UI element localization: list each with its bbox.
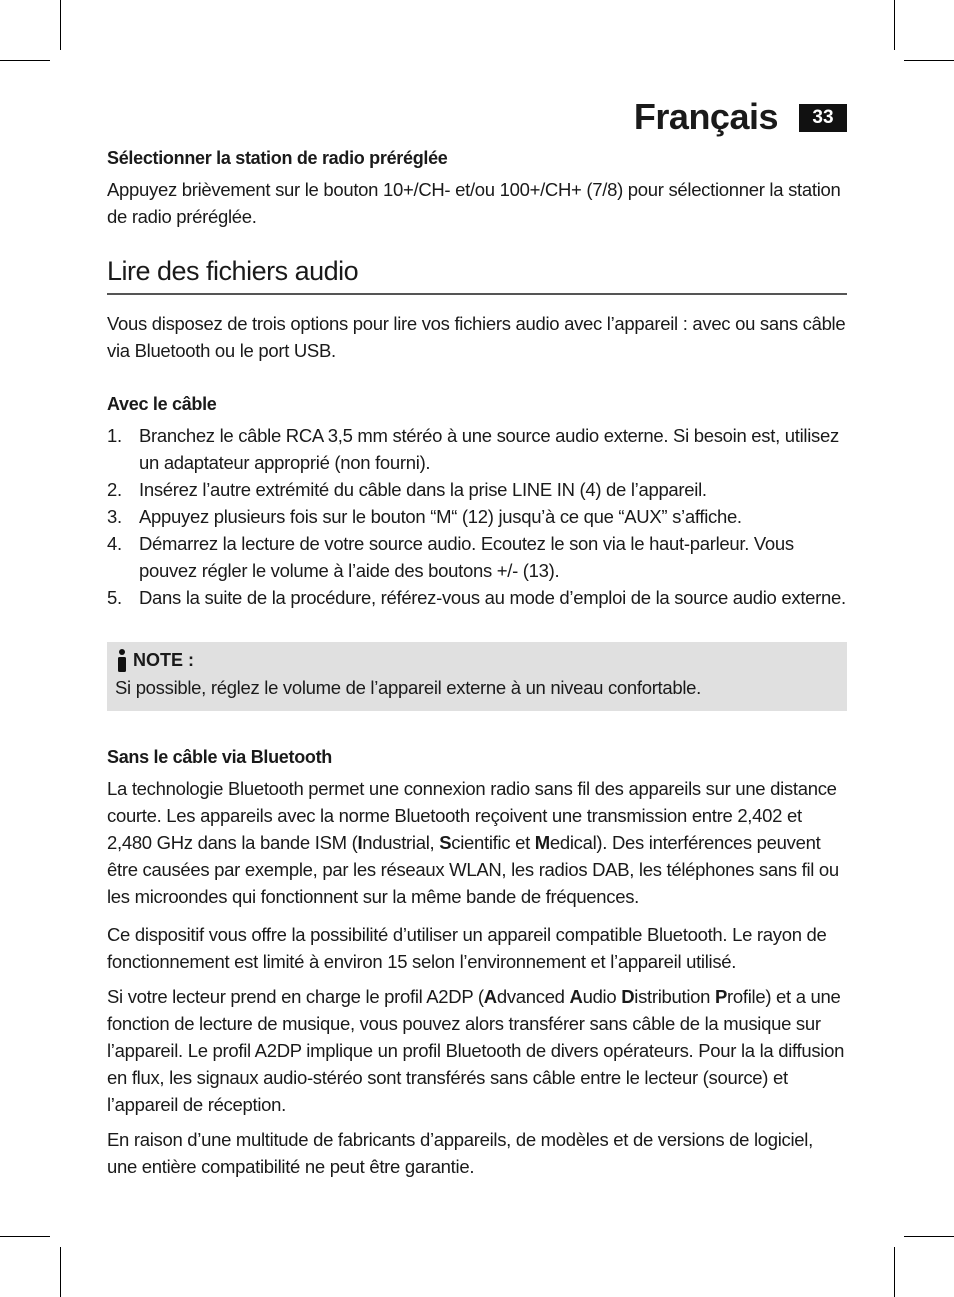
text-run: rofile) et a une fonction de lecture de musique, vous pouvez alors transférer sans câble de la musique sur l’appareil. Le profil A2DP implique un profil Bluetooth de divers opérateurs. Pour la la diffusion en flux, les signaux audio-stéréo sont transférés sans câble entre le lecteur (source) et l’appareil de réception. [107,986,845,1115]
text-run: I [357,832,363,853]
crop-mark [904,60,954,61]
section-title: Lire des fichiers audio [107,256,847,295]
crop-mark [60,0,61,50]
with-cable-heading: Avec le câble [107,394,217,414]
text-run: ndustrial, [362,832,440,853]
step-text: Démarrez la lecture de votre source audio. Ecoutez le son via le haut-parleur. Vous pouvez régler le volume à l’aide des boutons +/- (13). [139,533,794,581]
text-run: A [569,986,583,1007]
text-run: Si votre lecteur prend en charge le profil A2DP ( [107,986,484,1007]
bluetooth-paragraph-1 [107,775,847,910]
with-cable-section [107,391,847,611]
preset-heading: Sélectionner la station de radio préréglée [107,148,448,168]
step-number: 1. [107,425,122,446]
crop-mark [904,1236,954,1237]
note-box [107,642,847,711]
crop-mark [894,0,895,50]
text-run: cientific et [451,832,535,853]
crop-mark [0,1236,50,1237]
text-run: S [439,832,452,853]
list-item [107,476,847,503]
bluetooth-heading: Sans le câble via Bluetooth [107,747,332,767]
step-number: 5. [107,587,122,608]
preset-body: Appuyez brièvement sur le bouton 10+/CH- et/ou 100+/CH+ (7/8) pour sélectionner la station de radio préréglée. [107,179,841,227]
step-text: Appuyez plusieurs fois sur le bouton “M“ (12) jusqu’à ce que “AUX” s’affiche. [139,506,742,527]
text-run: udio [582,986,622,1007]
page-number-badge: 33 [799,104,847,132]
crop-mark [894,1247,895,1297]
audio-intro-block [107,310,847,364]
audio-section-header [107,256,847,295]
list-item [107,584,847,611]
step-text: Insérez l’autre extrémité du câble dans la prise LINE IN (4) de l’appareil. [139,479,707,500]
list-item [107,503,847,530]
crop-mark [0,60,50,61]
bluetooth-section [107,744,847,1180]
text-run: P [714,986,728,1007]
step-text: Branchez le câble RCA 3,5 mm stéréo à une source audio externe. Si besoin est, utilisez un adaptateur approprié (non fourni). [139,425,839,473]
step-number: 2. [107,479,122,500]
bluetooth-paragraph-4: En raison d’une multitude de fabricants d’appareils, de modèles et de versions de logiciel, une entière compatibilité ne peut être garantie. [107,1129,813,1177]
text-run: La technologie Bluetooth permet une connexion radio sans fil des appareils sur une distance courte. Les appareils avec la norme Bluetooth reçoivent une transmission entre 2,402 et 2,480 GHz dans la bande ISM ( [107,778,837,853]
list-item [107,422,847,476]
note-text: Si possible, réglez le volume de l’appareil externe à un niveau confortable. [115,677,702,698]
text-run: D [621,986,635,1007]
page-language-title: Français [633,96,778,137]
step-number: 4. [107,533,122,554]
note-label: NOTE : [133,650,194,670]
step-number: 3. [107,506,122,527]
bluetooth-paragraph-3 [107,983,847,1118]
note-header [115,648,839,672]
step-text: Dans la suite de la procédure, référez-vous au mode d’emploi de la source audio externe. [139,587,846,608]
steps-list [107,422,847,611]
text-run: dvanced [496,986,570,1007]
list-item [107,530,847,584]
bluetooth-paragraph-2: Ce dispositif vous offre la possibilité d’utiliser un appareil compatible Bluetooth. Le rayon de fonctionnement est limité à environ 15 selon l’environnement et l’appareil utilisé. [107,924,827,972]
text-run: M [534,832,550,853]
info-icon [115,648,129,672]
audio-intro: Vous disposez de trois options pour lire vos fichiers audio avec l’appareil : avec ou sans câble via Bluetooth ou le port USB. [107,313,846,361]
text-run: istribution [634,986,715,1007]
text-run: edical). Des interférences peuvent être causées par exemple, par les réseaux WLAN, les radios DAB, les téléphones sans fil ou les microondes qui fonctionnent sur la même bande de fréquences. [107,832,839,907]
preset-section [107,145,847,230]
text-run: A [483,986,497,1007]
crop-mark [60,1247,61,1297]
